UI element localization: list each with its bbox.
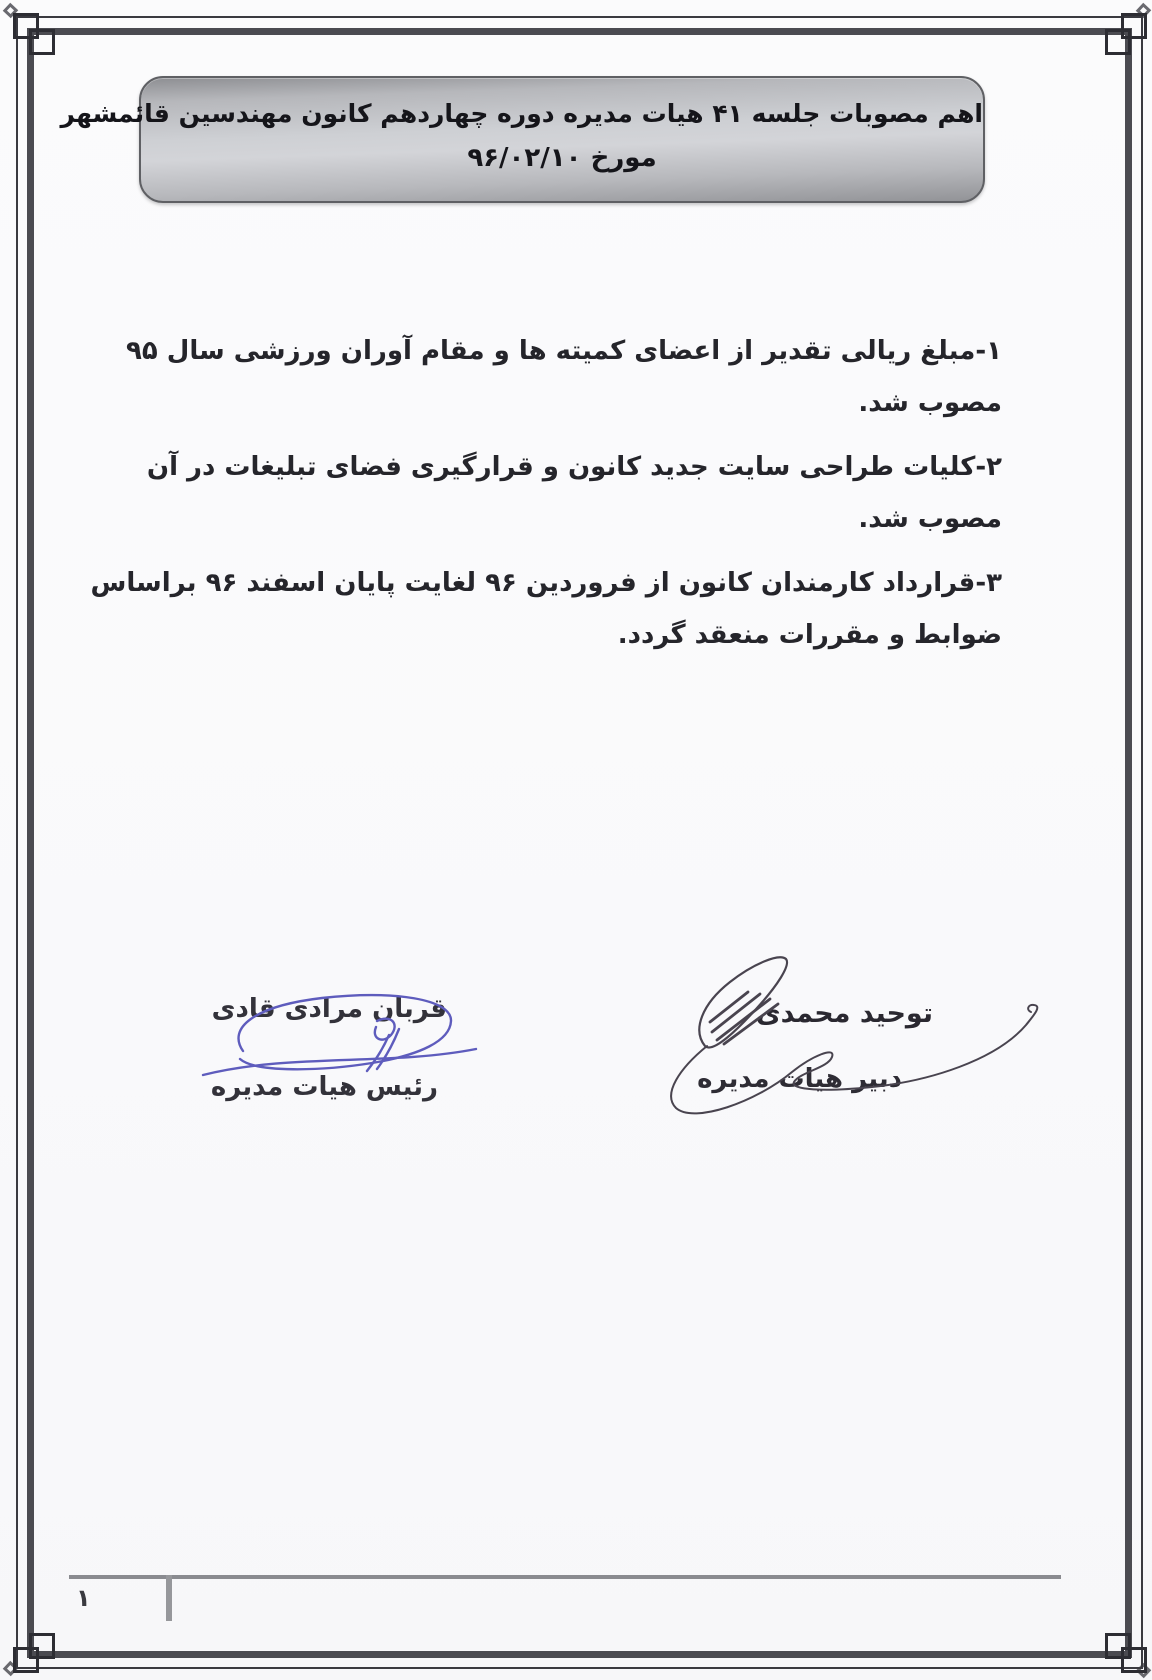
document-date: مورخ ۹۶/۰۲/۱۰ (467, 143, 657, 173)
chairman-title: رئیس هیات مدیره (210, 1072, 438, 1102)
secretary-name: توحید محمدی (755, 998, 933, 1029)
border-corner-ornament (1105, 29, 1131, 55)
resolution-item-3: ۳-قرارداد کارمندان کانون از فروردین ۹۶ لغایت پایان اسفند ۹۶ براساس ضوابط و مقررات منعقد گردد. (90, 568, 1002, 650)
page-border (27, 28, 1132, 1658)
title-banner (60, 76, 985, 203)
border-corner-ornament (29, 1633, 55, 1659)
footer-tab-marker (166, 1575, 172, 1621)
resolution-item-1: ۱-مبلغ ریالی تقدیر از اعضای کمیته ها و مقام آوران ورزشی سال ۹۵ مصوب شد. (125, 336, 1002, 418)
border-corner-ornament (29, 29, 55, 55)
footer-rule (69, 1575, 1061, 1579)
resolution-item-2: ۲-کلیات طراحی سایت جدید کانون و قرارگیری فضای تبلیغات در آن مصوب شد. (146, 452, 1002, 534)
page-number: ۱ (76, 1584, 91, 1612)
resolutions-list (80, 325, 1002, 673)
secretary-title: دبیر هیات مدیره (697, 1064, 902, 1094)
chairman-name: قربان مرادی قادی (211, 994, 447, 1024)
document-title: اهم مصوبات جلسه ۴۱ هیات مدیره دوره چهاردهم کانون مهندسین قائمشهر (60, 99, 983, 128)
border-corner-ornament (1105, 1633, 1131, 1659)
